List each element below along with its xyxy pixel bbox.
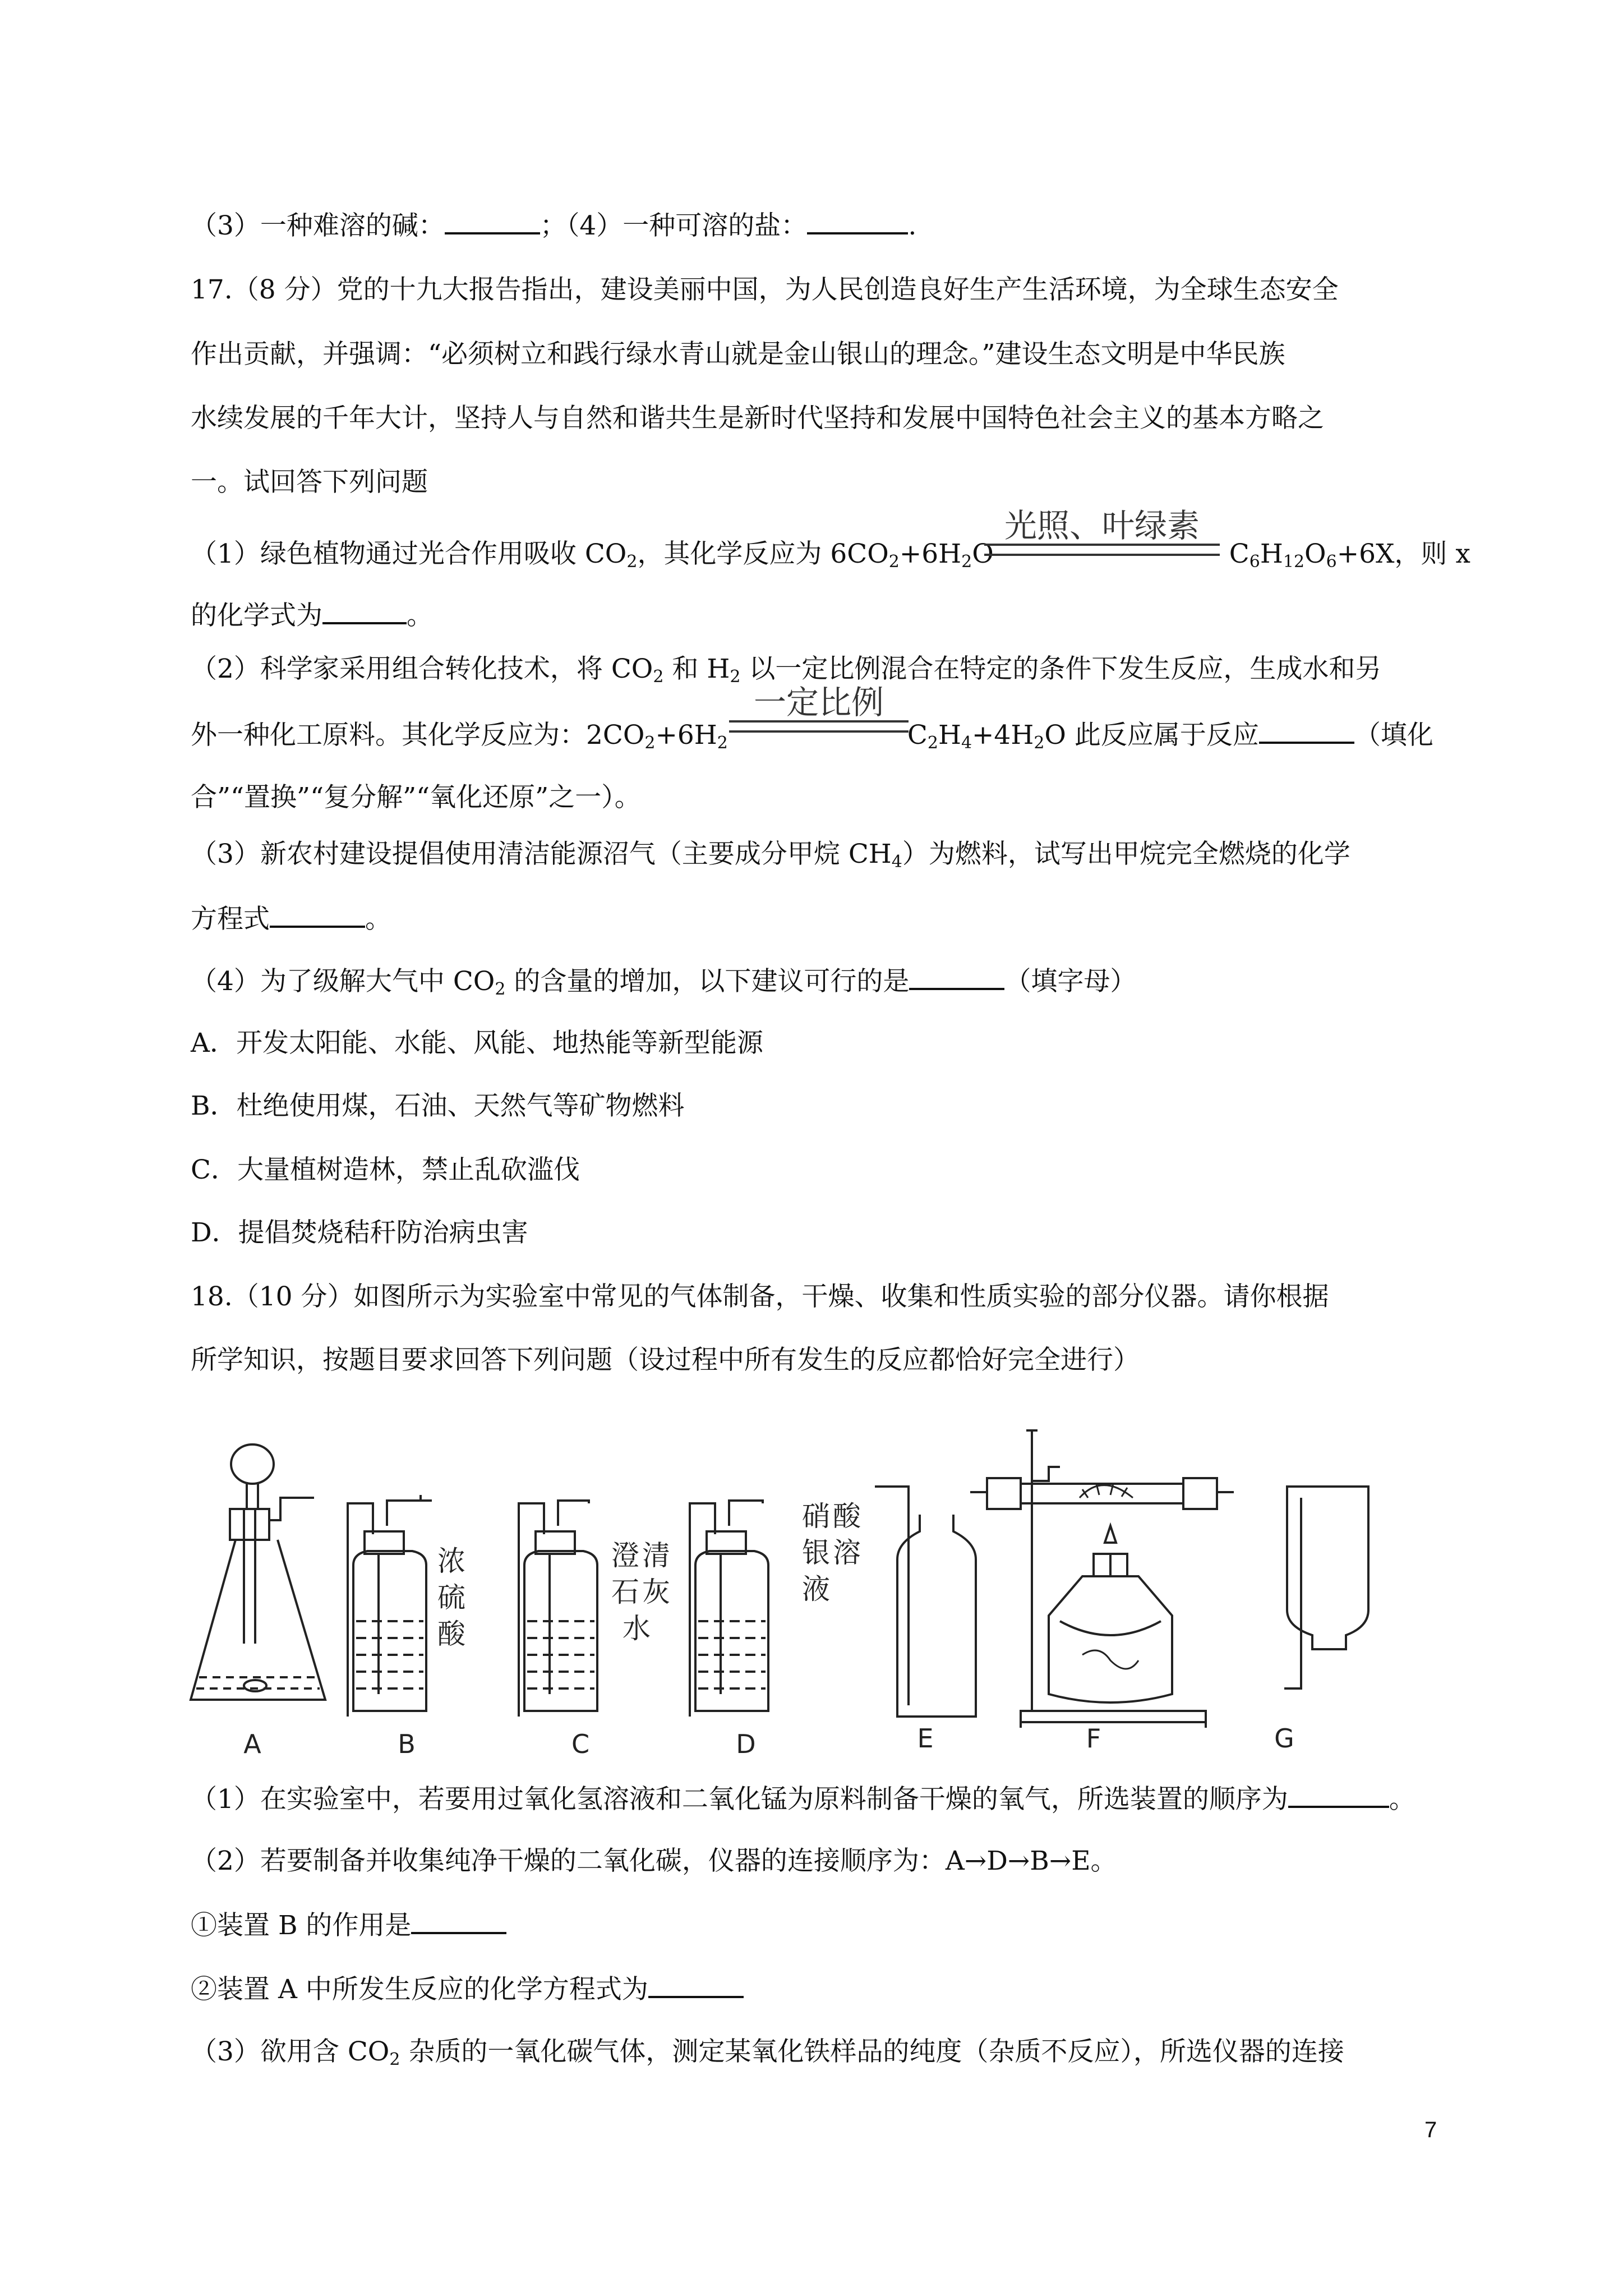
q17-part2-line3: 合”“置换”“复分解”“氧化还原”之一）。 <box>191 782 641 813</box>
answer-blank[interactable] <box>411 1907 506 1934</box>
answer-blank[interactable] <box>648 1971 744 1998</box>
option-b: B．杜绝使用煤，石油、天然气等矿物燃料 <box>191 1091 685 1121</box>
apparatus-label-e: E <box>917 1723 934 1754</box>
text-seg: ②装置 A 中所发生反应的化学方程式为 <box>191 1974 648 2005</box>
bottle-b-label-char: 浓 <box>437 1545 465 1577</box>
apparatus-label-b: B <box>398 1729 416 1759</box>
subscript: 2 <box>1034 733 1045 753</box>
subscript: 2 <box>961 552 972 572</box>
q18-part2-sub1 <box>191 1907 506 1943</box>
condition-text: 一定比例 <box>753 683 884 721</box>
q18-part1 <box>191 1781 1415 1816</box>
subscript: 2 <box>389 2050 400 2069</box>
answer-blank[interactable] <box>909 963 1004 990</box>
q17-part3-line2 <box>191 901 391 936</box>
bottle-b-label-char: 硫 <box>437 1581 465 1614</box>
subscript: 2 <box>495 979 506 999</box>
q17-part1 <box>191 537 1470 571</box>
condition-text: 光照、叶绿素 <box>1004 507 1200 545</box>
q17-part3 <box>191 838 1350 871</box>
q17-line-2: 作出贡献，并强调：“必须树立和践行绿水青山就是金山银山的理念。”建设生态文明是中华民族 <box>191 339 1285 370</box>
option-a: A．开发太阳能、水能、风能、地热能等新型能源 <box>191 1028 763 1059</box>
text-seg: 。 <box>1389 1784 1415 1815</box>
text-seg: ）为燃料，试写出甲烷完全燃烧的化学 <box>902 839 1350 869</box>
bottle-c-label-char: 石 <box>611 1576 639 1608</box>
bottle-d-label-char: 硝 <box>802 1500 830 1533</box>
apparatus-label-a: A <box>243 1729 261 1759</box>
text-line-bases-salts <box>191 208 916 243</box>
text-seg: H <box>938 720 961 751</box>
subscript: 2 <box>717 733 728 753</box>
lab-apparatus-figure <box>185 1414 1419 1761</box>
answer-blank[interactable] <box>1259 717 1354 744</box>
subscript: 2 <box>653 667 664 687</box>
text-seg: 的含量的增加，以下建议可行的是 <box>505 966 910 997</box>
text-seg: 的化学式为 <box>191 600 322 631</box>
equals-sign <box>984 544 1220 556</box>
text-seg: 和 H <box>663 654 730 684</box>
text-seg: 以一定比例混合在特定的条件下发生反应，生成水和另 <box>740 654 1382 684</box>
option-c: C．大量植树造林，禁止乱砍滥伐 <box>191 1154 580 1185</box>
apparatus-f-heating-setup <box>970 1430 1234 1728</box>
q17-line-3: 水续发展的千年大计，坚持人与自然和谐共生是新时代坚持和发展中国特色社会主义的基本方略之 <box>191 403 1324 434</box>
apparatus-label-f: F <box>1086 1723 1101 1754</box>
text-seg: （3）新农村建设提倡使用清洁能源沼气（主要成分甲烷 CH <box>191 839 892 869</box>
answer-blank[interactable] <box>807 208 908 234</box>
subscript: 4 <box>891 852 902 872</box>
apparatus-a-conical-flask <box>191 1444 325 1700</box>
text-seg: 杂质的一氧化碳气体，测定某氧化铁样品的纯度（杂质不反应），所选仪器的连接 <box>400 2036 1344 2067</box>
text-seg: 。 <box>407 600 433 631</box>
text-seg: 。 <box>365 904 391 935</box>
text-seg: （2）科学家采用组合转化技术，将 CO <box>191 654 653 684</box>
bottle-d-label-char: 溶 <box>833 1536 861 1569</box>
apparatus-d-wash-bottle <box>690 1501 768 1717</box>
answer-blank[interactable] <box>270 901 365 928</box>
bottle-c-label-char: 灰 <box>642 1576 670 1608</box>
equals-sign <box>729 720 909 733</box>
subscript: 2 <box>927 733 938 753</box>
text-seg: C <box>907 720 928 751</box>
text-seg: +6H <box>655 720 717 751</box>
text-seg: . <box>908 210 917 241</box>
apparatus-label-g: G <box>1274 1723 1294 1754</box>
subscript: 4 <box>961 733 972 753</box>
apparatus-e-collection-bottle <box>875 1487 976 1717</box>
bottle-b-label-char: 酸 <box>437 1618 465 1650</box>
subscript: 2 <box>626 552 638 572</box>
apparatus-b-wash-bottle <box>348 1495 432 1717</box>
apparatus-c-wash-bottle <box>519 1501 597 1717</box>
text-seg: 外一种化工原料。其化学反应为：2CO <box>191 720 645 751</box>
text-seg: +6X，则 x <box>1336 539 1470 569</box>
option-d: D．提倡焚烧秸秆防治病虫害 <box>191 1217 528 1248</box>
text-seg: （填字母） <box>1004 966 1137 997</box>
text-seg: ；（4）一种可溶的盐： <box>540 210 808 241</box>
apparatus-g-collection-bottle <box>1284 1487 1368 1688</box>
bottle-d-label-char: 液 <box>802 1573 830 1605</box>
text-seg: ①装置 B 的作用是 <box>191 1910 412 1941</box>
subscript: 12 <box>1283 552 1305 572</box>
text-seg: O <box>1304 539 1326 569</box>
apparatus-label-d: D <box>736 1729 756 1759</box>
text-seg: （3）一种难溶的碱： <box>191 210 445 241</box>
text-seg: O 此反应属于反应 <box>1044 720 1259 751</box>
subscript: 2 <box>888 552 900 572</box>
text-seg: H <box>1260 539 1283 569</box>
q17-part4 <box>191 963 1136 999</box>
apparatus-label-c: C <box>571 1729 590 1759</box>
bottle-d-label-char: 酸 <box>833 1500 861 1533</box>
text-seg: ，其化学反应为 6CO <box>637 539 889 569</box>
text-seg: （填化 <box>1354 720 1433 751</box>
text-seg: （1）在实验室中，若要用过氧化氢溶液和二氧化锰为原料制备干燥的氧气，所选装置的顺序为 <box>191 1784 1288 1815</box>
q17-line-1: 17.（8 分）党的十九大报告指出，建设美丽中国，为人民创造良好生产生活环境，为全球生态安全 <box>191 274 1339 305</box>
page-number: 7 <box>1424 2118 1437 2142</box>
q18-line-1: 18.（10 分）如图所示为实验室中常见的气体制备，干燥、收集和性质实验的部分仪器。请你根据 <box>191 1281 1329 1312</box>
reaction-condition-ratio <box>729 684 909 733</box>
text-seg: 方程式 <box>191 904 270 935</box>
q17-part1-line2 <box>191 597 433 633</box>
bottle-d-label-char: 银 <box>802 1536 830 1569</box>
bottle-c-label-char: 水 <box>623 1612 651 1645</box>
q17-part2 <box>191 652 1381 686</box>
text-seg: （3）欲用含 CO <box>191 2036 390 2067</box>
subscript: 2 <box>730 667 741 687</box>
text-seg: +4H <box>972 720 1034 751</box>
answer-blank[interactable] <box>322 597 407 624</box>
subscript: 6 <box>1326 552 1337 572</box>
answer-blank[interactable] <box>1288 1781 1389 1808</box>
subscript: 2 <box>644 733 656 753</box>
answer-blank[interactable] <box>445 208 540 234</box>
q18-part2: （2）若要制备并收集纯净干燥的二氧化碳，仪器的连接顺序为：A→D→B→E。 <box>191 1846 1117 1876</box>
reaction-condition-photosynthesis <box>984 508 1220 556</box>
text-seg: +6H <box>899 539 962 569</box>
q18-part3 <box>191 2035 1344 2069</box>
text-seg: （4）为了级解大气中 CO <box>191 966 495 997</box>
bottle-c-label-char: 澄 <box>611 1539 639 1572</box>
text-seg: O <box>972 539 994 569</box>
text-seg: （1）绿色植物通过光合作用吸收 CO <box>191 539 627 569</box>
q18-part2-sub2 <box>191 1971 744 2007</box>
q17-line-4: 一。试回答下列问题 <box>191 467 428 498</box>
text-seg: C <box>1229 539 1249 569</box>
q18-line-2: 所学知识，按题目要求回答下列问题（设过程中所有发生的反应都恰好完全进行） <box>191 1345 1140 1375</box>
bottle-c-label-char: 清 <box>642 1539 670 1572</box>
subscript: 6 <box>1249 552 1260 572</box>
